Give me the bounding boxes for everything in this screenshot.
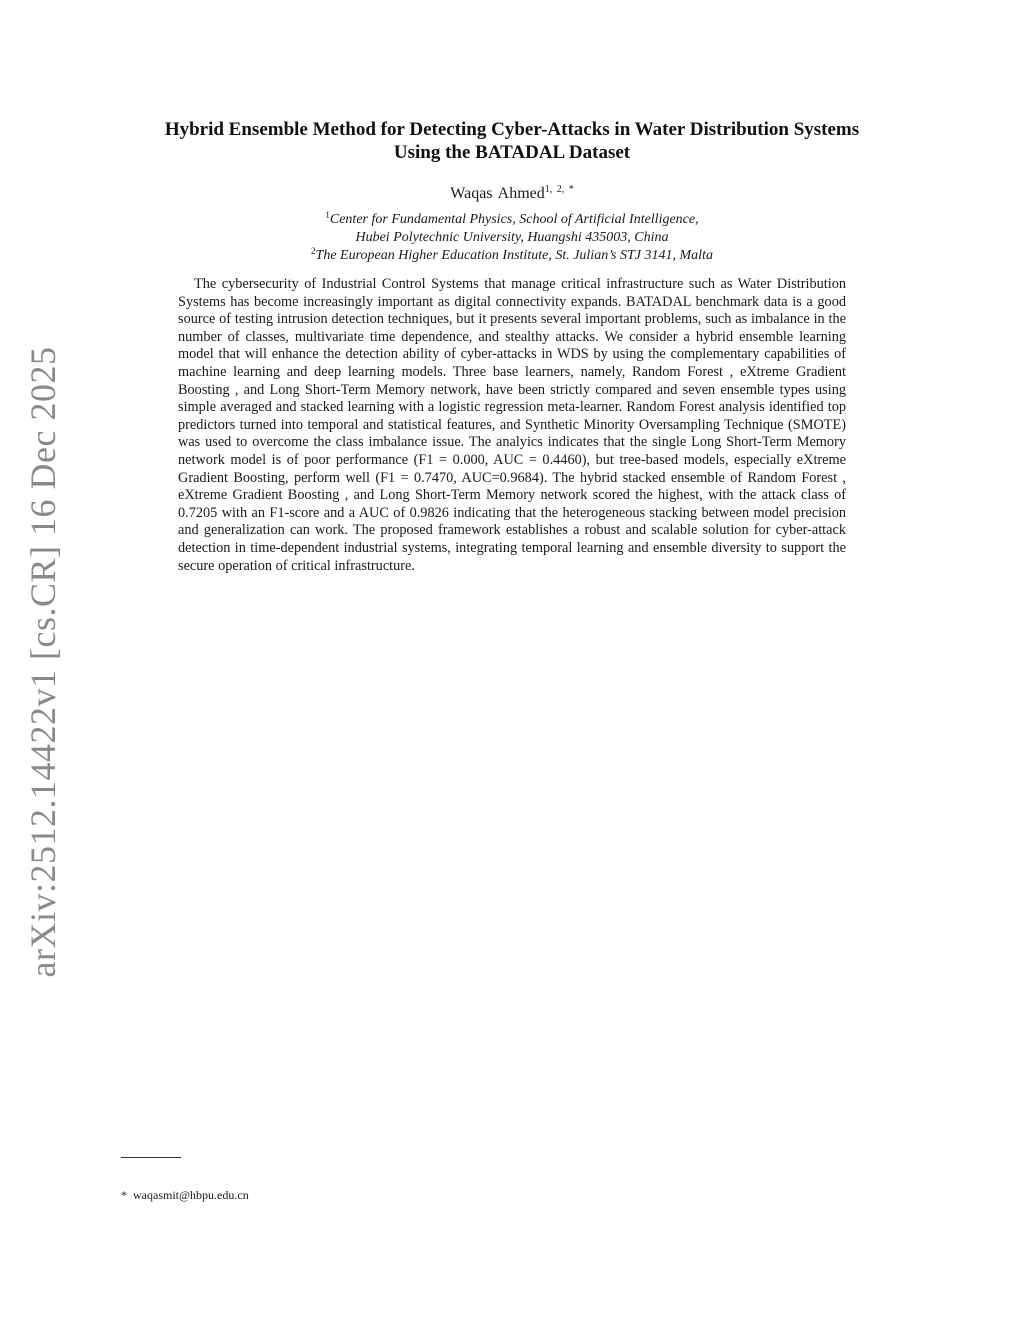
paper-title-line-2: Using the BATADAL Dataset (393, 142, 631, 163)
affiliation-1-line-1 (100, 211, 924, 229)
paper-title (100, 118, 924, 164)
abstract-paragraph: The cybersecurity of Industrial Control Systems that manage critical infrastructure such as Water Distribution Systems has become increasingly important as digital connectivity expands. BATADAL benchmark data is a good source of testing intrusion detection techniques, but it presents several important problems, such as imbalance in the number of classes, multivariate time dependence, and stealthy attacks. We consider a hybrid ensemble learning model that will enhance the detection ability of cyber-attacks in WDS by using the complementary capabilities of machine learning and deep learning models. Three base learners, namely, Random Forest , eXtreme Gradient Boosting , and Long Short-Term Memory network, have been strictly compared and seven ensemble types using simple averaged and stacked learning with a logistic regression meta-learner. Random Forest analysis identified top predictors turned into temporal and statistical features, and Synthetic Minority Oversampling Technique (SMOTE) was used to overcome the class imbalance issue. The analyics indicates that the single Long Short-Term Memory network model is of poor performance (F1 = 0.000, AUC = 0.4460), but tree-based models, especially eXtreme Gradient Boosting, perform well (F1 = 0.7470, AUC=0.9684). The hybrid stacked ensemble of Random Forest , eXtreme Gradient Boosting , and Long Short-Term Memory network scored the highest, with the attack class of 0.7205 with an F1-score and a AUC of 0.9826 indicating that the heterogeneous stacking between model precision and generalization can work. The proposed framework establishes a robust and scalable solution for cyber-attack detection in time-dependent industrial systems, integrating temporal learning and ensemble diversity to support the secure operation of critical infrastructure. (178, 276, 846, 574)
footnote-email: waqasmit@hbpu.edu.cn (133, 1188, 249, 1202)
footnote-mark: * (121, 1188, 127, 1202)
footnote (121, 1187, 249, 1203)
author-affiliation-marks: 1, 2, * (544, 184, 574, 195)
affiliation-2-mark: 2 (311, 246, 316, 256)
affiliation-1-line-2: Hubei Polytechnic University, Huangshi 435003, China (355, 230, 669, 245)
affiliation-1-text: Center for Fundamental Physics, School of Artificial Intelligence, (329, 212, 699, 227)
affiliations (100, 211, 924, 265)
author-line (100, 184, 924, 204)
affiliation-2-line-1 (100, 247, 924, 265)
author-name: Waqas Ahmed (450, 185, 545, 202)
arxiv-identifier-stamp: arXiv:2512.14422v1 [cs.CR] 16 Dec 2025 (23, 346, 63, 978)
affiliation-1-mark: 1 (325, 210, 330, 220)
affiliation-2-text: The European Higher Education Institute, St. Julian’s STJ 3141, Malta (315, 248, 713, 263)
footnote-divider (121, 1157, 181, 1158)
paper-title-line-1: Hybrid Ensemble Method for Detecting Cyber-Attacks in Water Distribution Systems (164, 119, 860, 140)
